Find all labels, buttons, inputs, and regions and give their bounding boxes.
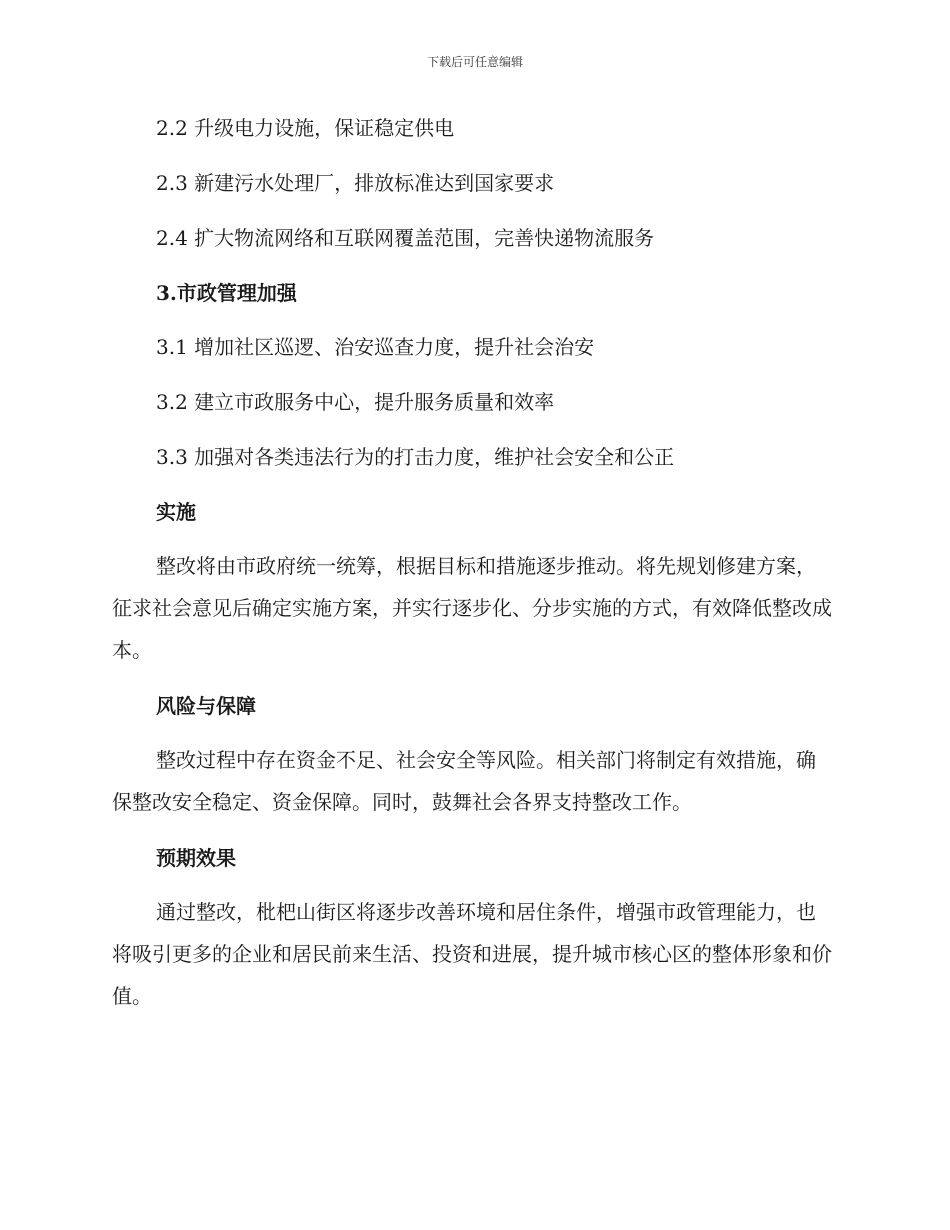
list-item: 2.2 升级电力设施，保证稳定供电 [156, 116, 455, 140]
section-heading: 预期效果 [156, 846, 236, 870]
list-item: 3.1 增加社区巡逻、治安巡查力度，提升社会治安 [156, 335, 595, 359]
paragraph [112, 739, 832, 823]
page-header: 下载后可任意编辑 [426, 55, 523, 69]
list-item: 2.3 新建污水处理厂，排放标准达到国家要求 [156, 171, 555, 195]
section-heading: 3.市政管理加强 [156, 281, 297, 305]
paragraph [112, 891, 832, 1017]
list-item: 3.2 建立市政服务中心，提升服务质量和效率 [156, 390, 555, 414]
list-item: 2.4 扩大物流网络和互联网覆盖范围，完善快递物流服务 [156, 226, 655, 250]
list-item: 3.3 加强对各类违法行为的打击力度，维护社会安全和公正 [156, 445, 675, 469]
paragraph-text: 整改将由市政府统一统筹，根据目标和措施逐步推动。将先规划修建方案，征求社会意见后确定实施方案，并实行逐步化、分步实施的方式，有效降低整改成本。 [112, 554, 832, 662]
paragraph-text: 整改过程中存在资金不足、社会安全等风险。相关部门将制定有效措施，确保整改安全稳定、资金保障。同时，鼓舞社会各界支持整改工作。 [112, 748, 816, 814]
paragraph-text: 通过整改，枇杷山街区将逐步改善环境和居住条件，增强市政管理能力，也将吸引更多的企业和居民前来生活、投资和进展，提升城市核心区的整体形象和价值。 [112, 900, 832, 1008]
section-heading: 实施 [156, 500, 196, 524]
section-heading: 风险与保障 [156, 694, 256, 718]
paragraph [112, 545, 832, 671]
